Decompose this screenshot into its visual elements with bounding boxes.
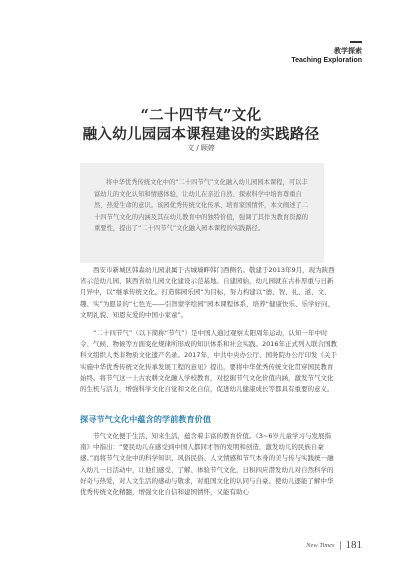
section-label-en: Teaching Exploration bbox=[291, 57, 362, 64]
abstract-text: 将中华优秀传统文化中的“二十四节气”文化融入幼儿园园本课程，可以丰富幼儿的文化认知和情感体验，让幼儿在亲近自然、探索科学中培育尊重自然、热爱生命的意识。该园优秀传统文化传承、培育家国情怀，本文阐述了二十四节气文化的内涵及其在幼儿教育中的独特价值，强调了其作为教育资源的重要性，提出了“二十四节气”文化融入园本课程的实践路径。 bbox=[94, 179, 309, 233]
section-heading: 探寻节气文化中蕴含的学前教育价值 bbox=[80, 414, 212, 424]
body-paragraph-2: “二十四节气”（以下简称“节气”）是中国人通过观察太阳周年运动，认知一年中时令、气候、物候等方面变化规律所形成的知识体系和社会实践。2016年正式列入联合国教科文组织人类非物质文化遗产名录。2017年，中共中央办公厅、国务院办公厅印发《关于实施中华优秀传统文化传承发展工程的意见》提出，要将中华优秀传统文化贯穿国民教育始终。将节气这一上古农耕文化融入学校教育，对挖掘节气文化价值内涵，激发节气文化的生机与活力，增强科学文化自觉和文化自信，促进幼儿健康成长等都具有重要的意义。 bbox=[80, 329, 338, 394]
footer-divider bbox=[340, 541, 341, 550]
abstract-box bbox=[80, 163, 324, 263]
header-rule bbox=[350, 41, 362, 43]
body-paragraph-1: 西安市新城区韩森幼儿园隶属于古城墙畔韩门西侧名。敬建于2013年9月，现为陕西省示范幼儿园、陕西省幼儿园文化建设示范基地。自建园始，幼儿园就在古朴厚重与日新月异中，以“继承传统文化，打造韩园乐园”为目标，努力构建以“德、智、礼、道、文、趣、实”为愿景的“七色光——引智蒙学绘园”园本课程体系，培养“健康快乐、乐学好问、文明礼貌、知恩友爱的中国小家童”。 bbox=[80, 266, 335, 319]
magazine-name: New Times bbox=[306, 542, 335, 549]
body-paragraph-3: 节气文化便于生活、知来生活，蕴含着丰富的教育价值。《3~6岁儿童学习与发展指南》中指出：“要民幼儿在感受到中国人都同才智的发明和创造，激发幼儿的民族自豪感。”而将节气文化中的科学知识、风俗民俗、人文情感和节气本身的美与传与实践统一融入幼儿一日活动中，让他们感受、了解、体验节气文化，日积四应潜发幼儿对自然科学的好奇与热爱，对人文生活的感动与敬求，对祖国文化的认同与自豪。使幼儿逐能了解中华优秀传统文化精髓，增强文化自信和建国情怀，又能有助心 bbox=[80, 432, 334, 497]
page-number: 181 bbox=[345, 539, 362, 551]
section-header bbox=[291, 47, 362, 65]
article-title-line2: 融入幼儿园园本课程建设的实践路径 bbox=[82, 126, 320, 143]
page-footer bbox=[306, 539, 362, 551]
article-author: 文 / 顾婷 bbox=[187, 144, 215, 152]
section-label-zh: 教学探索 bbox=[334, 47, 362, 55]
article-title-line1: “二十四节气”文化 bbox=[140, 107, 262, 124]
